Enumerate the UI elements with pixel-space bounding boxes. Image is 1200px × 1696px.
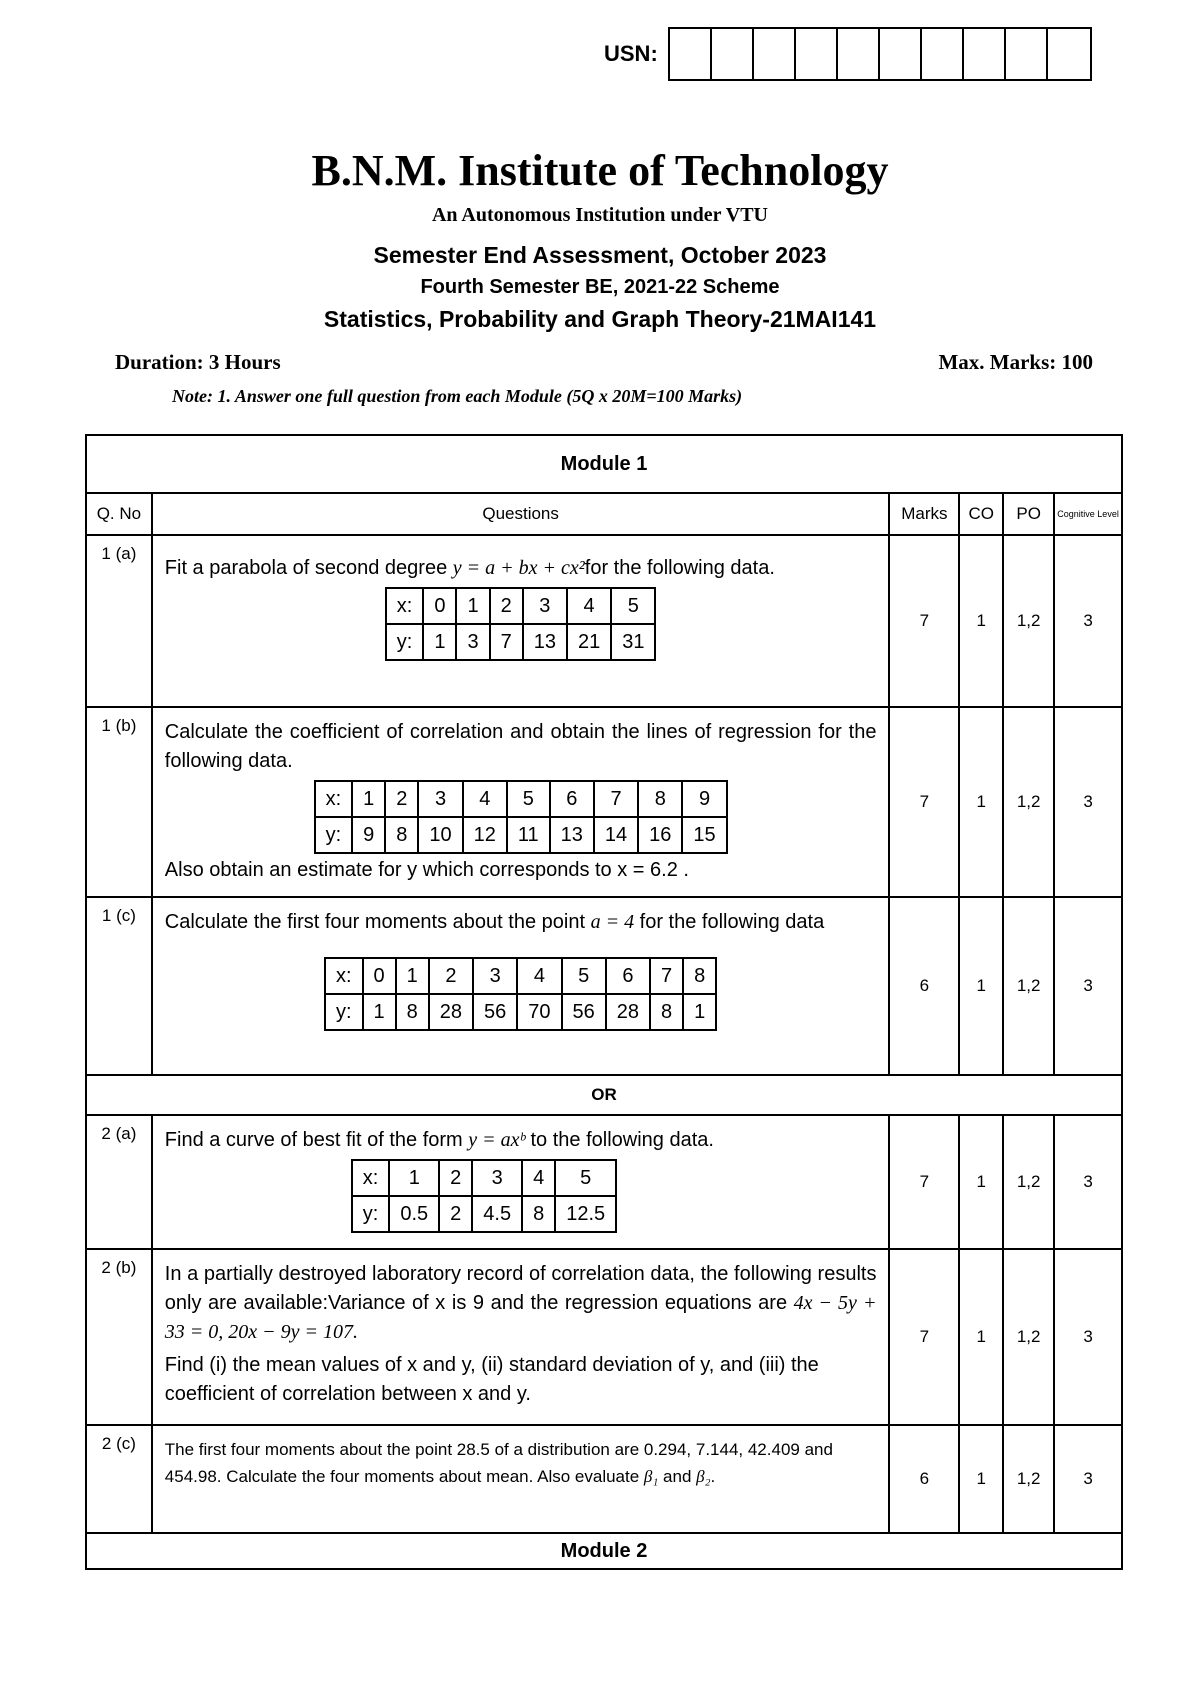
- question-number: 1 (b): [86, 707, 152, 897]
- institute-subtitle: An Autonomous Institution under VTU: [431, 204, 769, 226]
- po: 1,2: [1003, 897, 1054, 1075]
- equation: a = 4: [590, 911, 635, 933]
- co: 1: [959, 707, 1003, 897]
- cognitive-level: 3: [1054, 707, 1122, 897]
- po: 1,2: [1003, 535, 1054, 707]
- usn-box[interactable]: [1048, 29, 1090, 79]
- header-marks: Marks: [889, 493, 959, 535]
- usn-box[interactable]: [922, 29, 964, 79]
- table-header-row: [86, 493, 1122, 535]
- data-row-x: x: 1 2 3 4 5 6 7 8 9: [315, 781, 727, 817]
- question-row: [86, 535, 1122, 707]
- question-number: 2 (a): [86, 1115, 152, 1249]
- course-title: Statistics, Probability and Graph Theory-21MAI141: [323, 306, 877, 332]
- usn-label: USN:: [604, 41, 658, 66]
- question-row: [86, 1425, 1122, 1533]
- po: 1,2: [1003, 707, 1054, 897]
- question-text: Calculate the first four moments about the point a = 4 for the following data x: 0 1 2 3 4 5 6 7 8 y: 1 8 28 56 70 56 28 8 1: [152, 897, 890, 1075]
- question-number: 2 (b): [86, 1249, 152, 1425]
- question-text: Fit a parabola of second degree y = a + bx + cx²for the following data. x: 0 1 2 3 4 5 y: 1 3 7 13 21 31: [152, 535, 890, 707]
- question-table: [85, 434, 1123, 1570]
- po: 1,2: [1003, 1115, 1054, 1249]
- question-number: 1 (a): [86, 535, 152, 707]
- usn-box[interactable]: [964, 29, 1006, 79]
- data-row-y: y: 1 8 28 56 70 56 28 8 1: [325, 994, 716, 1030]
- marks: 7: [889, 535, 959, 707]
- po: 1,2: [1003, 1425, 1054, 1533]
- data-row-y: y: 1 3 7 13 21 31: [386, 624, 656, 660]
- question-number: 1 (c): [86, 897, 152, 1075]
- usn-box[interactable]: [712, 29, 754, 79]
- module-1-heading: Module 1: [86, 435, 1122, 493]
- data-table: [385, 587, 657, 661]
- header-qno: Q. No: [86, 493, 152, 535]
- equation: β₂: [696, 1467, 711, 1486]
- data-table: [314, 780, 728, 854]
- header-questions: Questions: [152, 493, 890, 535]
- exam-title: Semester End Assessment, October 2023: [373, 242, 827, 268]
- question-row: [86, 1249, 1122, 1425]
- data-row-x: x: 1 2 3 4 5: [352, 1160, 616, 1196]
- equation: β₁: [643, 1467, 659, 1486]
- question-row: [86, 707, 1122, 897]
- co: 1: [959, 1425, 1003, 1533]
- marks: 6: [889, 897, 959, 1075]
- usn-box[interactable]: [838, 29, 880, 79]
- equation: 4x − 5y + 33 = 0, 20x − 9y = 107.: [164, 1292, 877, 1343]
- data-table: [351, 1159, 617, 1233]
- max-marks: Max. Marks: 100: [938, 350, 1093, 374]
- usn-box[interactable]: [880, 29, 922, 79]
- marks: 7: [889, 707, 959, 897]
- duration: Duration: 3 Hours: [115, 350, 281, 374]
- co: 1: [959, 535, 1003, 707]
- cognitive-level: 3: [1054, 1425, 1122, 1533]
- question-number: 2 (c): [86, 1425, 152, 1533]
- question-text: In a partially destroyed laboratory record of correlation data, the following results only are available:Variance of x is 9 and the regression equations are 4x − 5y + 33 = 0, 20x − 9y = 107. Find (i) the mean values of x and y, (ii) standard deviation of y, and (iii) the coefficient of correlation between x and y.: [152, 1249, 890, 1425]
- cognitive-level: 3: [1054, 897, 1122, 1075]
- or-separator: OR: [86, 1075, 1122, 1115]
- usn-block: [604, 28, 1092, 80]
- marks: 6: [889, 1425, 959, 1533]
- usn-box[interactable]: [1006, 29, 1048, 79]
- question-text: Find a curve of best fit of the form y = axᵇ to the following data. x: 1 2 3 4 5 y: 0.5 2 4.5 8 12.5: [152, 1115, 890, 1249]
- po: 1,2: [1003, 1249, 1054, 1425]
- equation: y = a + bx + cx²: [452, 557, 585, 579]
- data-row-x: x: 0 1 2 3 4 5 6 7 8: [325, 958, 716, 994]
- data-row-y: y: 9 8 10 12 11 13 14 16 15: [315, 817, 727, 853]
- question-text: Calculate the coefficient of correlation and obtain the lines of regression for the following data. x: 1 2 3 4 5 6 7 8 9 y: 9 8 10 12 11 13 14 16 15 Also obtain an estimate for y which corresponds to x = 6.2 .: [152, 707, 890, 897]
- usn-box[interactable]: [670, 29, 712, 79]
- data-row-y: y: 0.5 2 4.5 8 12.5: [352, 1196, 616, 1232]
- co: 1: [959, 1249, 1003, 1425]
- header-po: PO: [1003, 493, 1054, 535]
- header-cognitive-level: Cognitive Level: [1054, 493, 1122, 535]
- institute-title: B.N.M. Institute of Technology: [311, 146, 889, 195]
- usn-box[interactable]: [754, 29, 796, 79]
- marks: 7: [889, 1249, 959, 1425]
- header-co: CO: [959, 493, 1003, 535]
- co: 1: [959, 1115, 1003, 1249]
- semester-line: Fourth Semester BE, 2021-22 Scheme: [420, 276, 780, 298]
- question-text: The first four moments about the point 28.5 of a distribution are 0.294, 7.144, 42.409 and 454.98. Calculate the four moments about mean. Also evaluate β₁ and β₂.: [152, 1425, 890, 1533]
- data-table: [324, 957, 717, 1031]
- question-row: [86, 1115, 1122, 1249]
- question-footer: Also obtain an estimate for y which corresponds to x = 6.2 .: [164, 859, 689, 881]
- equation: y = axᵇ: [468, 1129, 525, 1151]
- marks: 7: [889, 1115, 959, 1249]
- cognitive-level: 3: [1054, 1115, 1122, 1249]
- usn-boxes: [668, 27, 1092, 81]
- module-2-heading: Module 2: [86, 1533, 1122, 1569]
- note: Note: 1. Answer one full question from each Module (5Q x 20M=100 Marks): [172, 386, 743, 406]
- question-row: [86, 897, 1122, 1075]
- cognitive-level: 3: [1054, 535, 1122, 707]
- cognitive-level: 3: [1054, 1249, 1122, 1425]
- data-row-x: x: 0 1 2 3 4 5: [386, 588, 656, 624]
- co: 1: [959, 897, 1003, 1075]
- usn-box[interactable]: [796, 29, 838, 79]
